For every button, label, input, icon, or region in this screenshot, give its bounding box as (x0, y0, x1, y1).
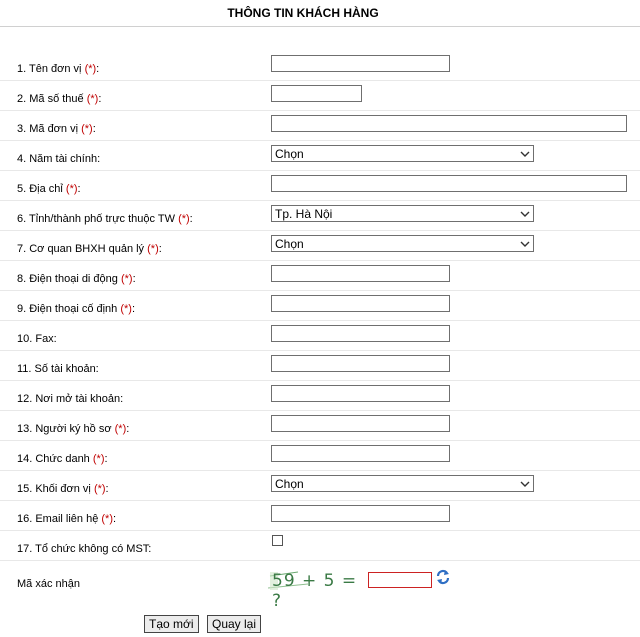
field-label: 6. Tỉnh/thành phố trực thuộc TW (*): (17, 213, 193, 225)
field-label-text: 1. Tên đơn vị (17, 63, 82, 75)
form-row (0, 290, 640, 321)
text-field[interactable] (271, 415, 450, 432)
required-marker: (*) (120, 303, 132, 315)
title-divider (0, 26, 640, 27)
dropdown-value: Chọn (275, 477, 304, 491)
form-row (0, 50, 640, 81)
text-field[interactable] (271, 115, 627, 132)
required-marker: (*) (114, 423, 127, 435)
chevron-down-icon (519, 208, 531, 220)
text-field[interactable] (271, 325, 450, 342)
text-field[interactable] (271, 85, 362, 102)
required-marker: (*) (86, 93, 99, 105)
text-field[interactable] (271, 175, 627, 192)
form-row (0, 530, 640, 561)
required-marker: (*) (81, 123, 93, 135)
captcha-input[interactable] (368, 572, 432, 588)
form-row (0, 500, 640, 531)
field-label-text: 12. Nơi mở tài khoản: (17, 393, 124, 405)
field-label: 1. Tên đơn vị (*): (17, 63, 100, 75)
field-label-text: 15. Khối đơn vị (17, 483, 91, 495)
page-title: THÔNG TIN KHÁCH HÀNG (227, 6, 379, 20)
form-row (0, 320, 640, 351)
field-label: 5. Địa chỉ (*): (17, 183, 81, 195)
required-marker: (*) (120, 273, 133, 285)
required-marker: (*) (101, 513, 113, 525)
field-label-text: 6. Tỉnh/thành phố trực thuộc TW (17, 213, 175, 225)
field-label: 7. Cơ quan BHXH quản lý (*): (17, 243, 162, 255)
dropdown-value: Chọn (275, 237, 304, 251)
field-label (17, 393, 123, 405)
field-label-text: 4. Năm tài chính: (17, 153, 101, 165)
form-row (0, 440, 640, 471)
required-marker: (*) (93, 483, 106, 495)
chevron-down-icon (519, 148, 531, 160)
field-label: 8. Điện thoại di động (*): (17, 273, 136, 285)
form-row (0, 230, 640, 261)
text-field[interactable] (271, 295, 450, 312)
required-marker: (*) (178, 213, 190, 225)
field-label (17, 333, 57, 345)
form-row (0, 110, 640, 141)
dropdown-select[interactable] (271, 235, 534, 252)
field-label: 14. Chức danh (*): (17, 453, 108, 465)
captcha-image (268, 570, 366, 611)
no-tax-code-checkbox[interactable] (272, 535, 283, 546)
dropdown-value: Chọn (275, 147, 304, 161)
dropdown-value: Tp. Hà Nội (275, 207, 333, 221)
form-row (0, 170, 640, 201)
form-row (0, 260, 640, 291)
text-field[interactable] (271, 385, 450, 402)
field-label: 13. Người ký hồ sơ (*): (17, 423, 130, 435)
form-row (0, 80, 640, 111)
text-field[interactable] (271, 55, 450, 72)
captcha-text: 59 + 5 = ? (272, 571, 358, 611)
field-label-text: 10. Fax: (17, 333, 57, 345)
text-field[interactable] (271, 265, 450, 282)
field-label-text: 9. Điện thoại cố định (17, 303, 118, 315)
dropdown-select[interactable] (271, 205, 534, 222)
text-field[interactable] (271, 445, 450, 462)
back-button[interactable]: Quay lại (207, 615, 261, 633)
chevron-down-icon (519, 238, 531, 250)
field-label: 9. Điện thoại cố định (*): (17, 303, 136, 315)
create-button[interactable]: Tạo mới (144, 615, 199, 633)
field-label: 15. Khối đơn vị (*): (17, 483, 109, 495)
field-label-text: 14. Chức danh (17, 453, 90, 465)
field-label (17, 153, 100, 165)
field-label: 2. Mã số thuế (*): (17, 93, 102, 105)
dropdown-select[interactable] (271, 145, 534, 162)
required-marker: (*) (65, 183, 78, 195)
field-label-text: 3. Mã đơn vị (17, 123, 79, 135)
form-row (0, 350, 640, 381)
form-row (0, 410, 640, 441)
required-marker: (*) (147, 243, 159, 255)
form-row (0, 470, 640, 501)
field-label-text: 13. Người ký hồ sơ (17, 423, 112, 435)
form-row (0, 200, 640, 231)
captcha-label: Mã xác nhận (17, 578, 80, 590)
field-label (17, 543, 151, 555)
field-label-text: 5. Địa chỉ (17, 183, 63, 195)
field-label (17, 363, 99, 375)
refresh-icon[interactable] (435, 569, 451, 585)
required-marker: (*) (92, 453, 105, 465)
field-label-text: 7. Cơ quan BHXH quản lý (17, 243, 145, 255)
field-label-text: 17. Tổ chức không có MST: (17, 543, 152, 555)
form-row (0, 380, 640, 411)
field-label-text: 16. Email liên hệ (17, 513, 99, 525)
chevron-down-icon (519, 478, 531, 490)
field-label: 16. Email liên hệ (*): (17, 513, 117, 525)
required-marker: (*) (84, 63, 97, 75)
text-field[interactable] (271, 505, 450, 522)
field-label-text: 11. Số tài khoản: (17, 363, 99, 375)
field-label: 3. Mã đơn vị (*): (17, 123, 96, 135)
text-field[interactable] (271, 355, 450, 372)
field-label-text: 8. Điện thoại di động (17, 273, 118, 285)
form-row (0, 140, 640, 171)
dropdown-select[interactable] (271, 475, 534, 492)
field-label-text: 2. Mã số thuế (17, 93, 84, 105)
